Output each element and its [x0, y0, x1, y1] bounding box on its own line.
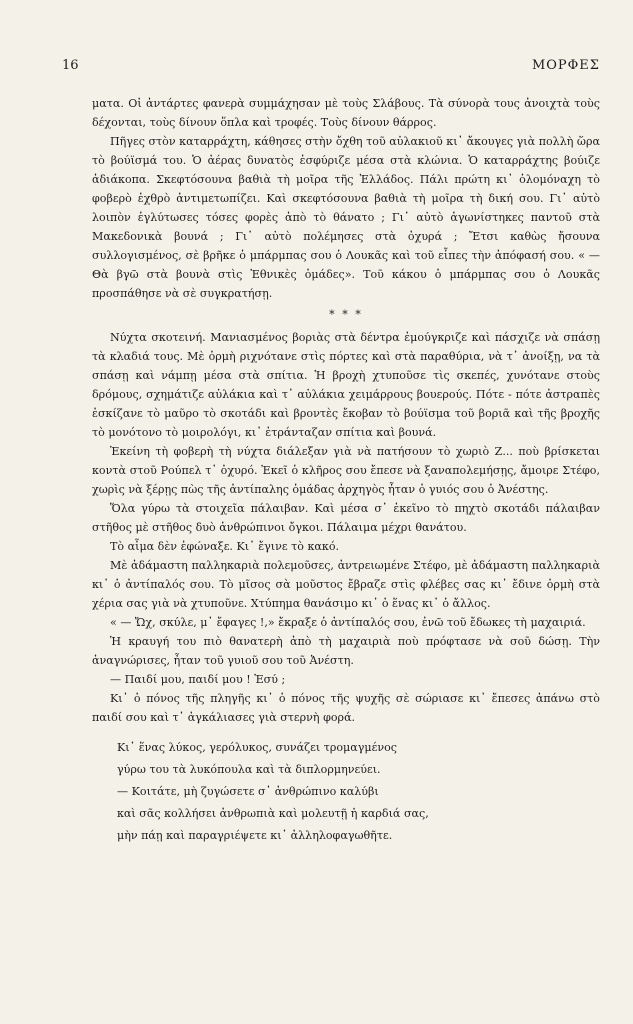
- verse-line: μὴν πάῃ καὶ παραγριέψετε κι᾽ ἀλληλοφαγωθῆτε.: [117, 829, 393, 842]
- page-number: 16: [62, 58, 79, 73]
- paragraph: Μὲ ἀδάμαστη παλληκαριὰ πολεμοῦσες, ἀντρειωμένε Στέφο, μὲ ἀδάμαστη παλληκαριὰ κι᾽ ὁ ἀντίπαλός σου. Τὸ μῖσος σὰ μοῦστος ἔβραζε στὶς φλέβες σας κι᾽ ἔδινε ὁρμὴ στὰ χέρια σας γιὰ νὰ χτυποῦνε. Χτύπημα θανάσιμο κι᾽ ὁ ἕνας κι᾽ ὁ ἄλλος.: [92, 559, 600, 610]
- paragraph: — Παιδί μου, παιδί μου ! Ἐσύ ;: [110, 673, 286, 686]
- paragraph: Τὸ αἷμα δὲν ἐφώναξε. Κι᾽ ἔγινε τὸ κακό.: [110, 540, 340, 553]
- paragraph: Ὅλα γύρω τὰ στοιχεῖα πάλαιβαν. Καὶ μέσα σ᾽ ἐκεῖνο τὸ πηχτὸ σκοτάδι πάλαιβαν στῆθος μὲ στῆθος δυὸ ἀνθρώπινοι ὄγκοι. Πάλαιμα μέχρι θανάτου.: [92, 502, 600, 534]
- paragraph: ματα. Οἱ ἀντάρτες φανερὰ συμμάχησαν μὲ τοὺς Σλάβους. Τὰ σύνορὰ τους ἀνοιχτὰ τοὺς δέχονται, τοὺς δίνουν ὅπλα καὶ τροφές. Τοὺς δίνουν θάρρος.: [92, 97, 600, 129]
- body-text: [92, 94, 600, 847]
- running-title: ΜΟΡΦΕΣ: [531, 58, 600, 73]
- paragraph: Κι᾽ ὁ πόνος τῆς πληγῆς κι᾽ ὁ πόνος τῆς ψυχῆς σὲ σώριασε κι᾽ ἔπεσες ἀπάνω στὸ παιδί σου καὶ τ᾽ ἀγκάλιασες γιὰ στερνὴ φορά.: [92, 692, 600, 724]
- paragraph: « — Ὤχ, σκύλε, μ᾽ ἔφαγες !,» ἔκραξε ὁ ἀντίπαλός σου, ἐνῶ τοῦ ἔδωκες τὴ μαχαιριά.: [110, 616, 586, 629]
- paragraph: Πῆγες στὸν καταρράχτη, κάθησες στὴν ὄχθη τοῦ αὐλακιοῦ κι᾽ ἄκουγες γιὰ πολλὴ ὥρα τὸ βούϊσμά του. Ὁ ἀέρας δυνατὸς ἐσφύριζε μέσα στὰ κλώνια. Ὁ καταρράχτης βούιζε ἀδιάκοπα. Σκεφτόσουνα βαθιὰ τὴ μοῖρα τῆς Ἑλλάδος. Πάλι πρώτη κι᾽ ὁλομόναχη τὸ φοβερὸ ἐχθρὸ ἀντιμετωπίζει. Καὶ σκεφτόσουνα βαθιὰ τὴ μοῖρα τὴ δική σου. Γι᾽ αὐτὸ λοιπὸν ἐγλύτωσες τόσες φορὲς ἀπὸ τὸ θάνατο ; Γι᾽ αὐτὸ ἀγωνίστηκες παντοῦ στὰ Μακεδονικὰ βουνά ; Γι᾽ αὐτὸ πολέμησες στὰ ὀχυρά ; Ἔτσι καθὼς ἤσουνα συλλογισμένος, σὲ βρῆκε ὁ μπάρμπας σου ὁ Λουκᾶς καὶ τοῦ εἶπες τὴν ἀπόφασή σου. « — Θὰ βγῶ στὰ βουνὰ στὶς Ἐθνικὲς ὁμάδες». Τοῦ κάκου ὁ μπάρμπας σου ὁ Λουκᾶς προσπάθησε νὰ σὲ συγκρατήσῃ.: [92, 135, 600, 300]
- section-separator: * * *: [329, 308, 363, 321]
- paragraph: Ἐκείνη τὴ φοβερὴ τὴ νύχτα διάλεξαν γιὰ νὰ πατήσουν τὸ χωριὸ Ζ... ποὺ βρίσκεται κοντὰ στοῦ Ρούπελ τ᾽ ὀχυρό. Ἐκεῖ ὁ κλῆρος σου ἔπεσε νὰ ξαναπολεμήσῃς, ἄμοιρε Στέφο, χωρὶς νὰ ξέρῃς πὼς τῆς ἀντίπαλης ὁμάδας ἀρχηγὸς ἦταν ὁ γυιός σου ὁ Ἀνέστης.: [92, 445, 600, 496]
- verse-line: — Κοιτάτε, μὴ ζυγώσετε σ᾽ ἀνθρώπινο καλύβι: [117, 785, 379, 798]
- page-header: [62, 58, 600, 73]
- paragraph: Νύχτα σκοτεινή. Μανιασμένος βοριὰς στὰ δέντρα ἐμούγκριζε καὶ πάσχιζε νὰ σπάσῃ τὰ κλαδιά τους. Μὲ ὁρμὴ ριχνότανε στὶς πόρτες καὶ στὰ παραθύρια, νὰ τ᾽ ἀνοίξῃ, να τὰ σπάσῃ καὶ νάμπῃ μέσα στὰ σπίτια. Ἡ βροχὴ χτυποῦσε τὶς σκεπές, χυνότανε στοὺς δρόμους, σχημάτιζε αὐλάκια καὶ τ᾽ αὐλάκια χειμάρρους βουερούς. Πότε - πότε ἀστραπὲς ἐσκίζανε τὸ μαῦρο τὸ σκοτάδι καὶ βροντὲς ἔκοβαν τὸ βούϊσμα τοῦ βοριᾶ καὶ τῆς βροχῆς τὸ μονότονο τὸ μοιρολόγι, κι᾽ ἐτράνταζαν σπίτια καὶ βουνά.: [92, 331, 600, 439]
- verse-line: Κι᾽ ἕνας λύκος, γερόλυκος, συνάζει τρομαγμένος: [117, 741, 397, 754]
- verse-line: καὶ σᾶς κολλήσει ἀνθρωπιὰ καὶ μολευτῇ ἡ καρδιά σας,: [117, 807, 429, 820]
- paragraph: Ἡ κραυγή του πιὸ θανατερὴ ἀπὸ τὴ μαχαιριὰ ποὺ πρόφτασε νὰ σοῦ δώσῃ. Τὴν ἀναγνώρισες, ἦταν τοῦ γυιοῦ σου τοῦ Ἀνέστη.: [92, 635, 600, 667]
- verse-block: [117, 737, 600, 847]
- verse-line: γύρω του τὰ λυκόπουλα καὶ τὰ διπλορμηνεύει.: [117, 763, 381, 776]
